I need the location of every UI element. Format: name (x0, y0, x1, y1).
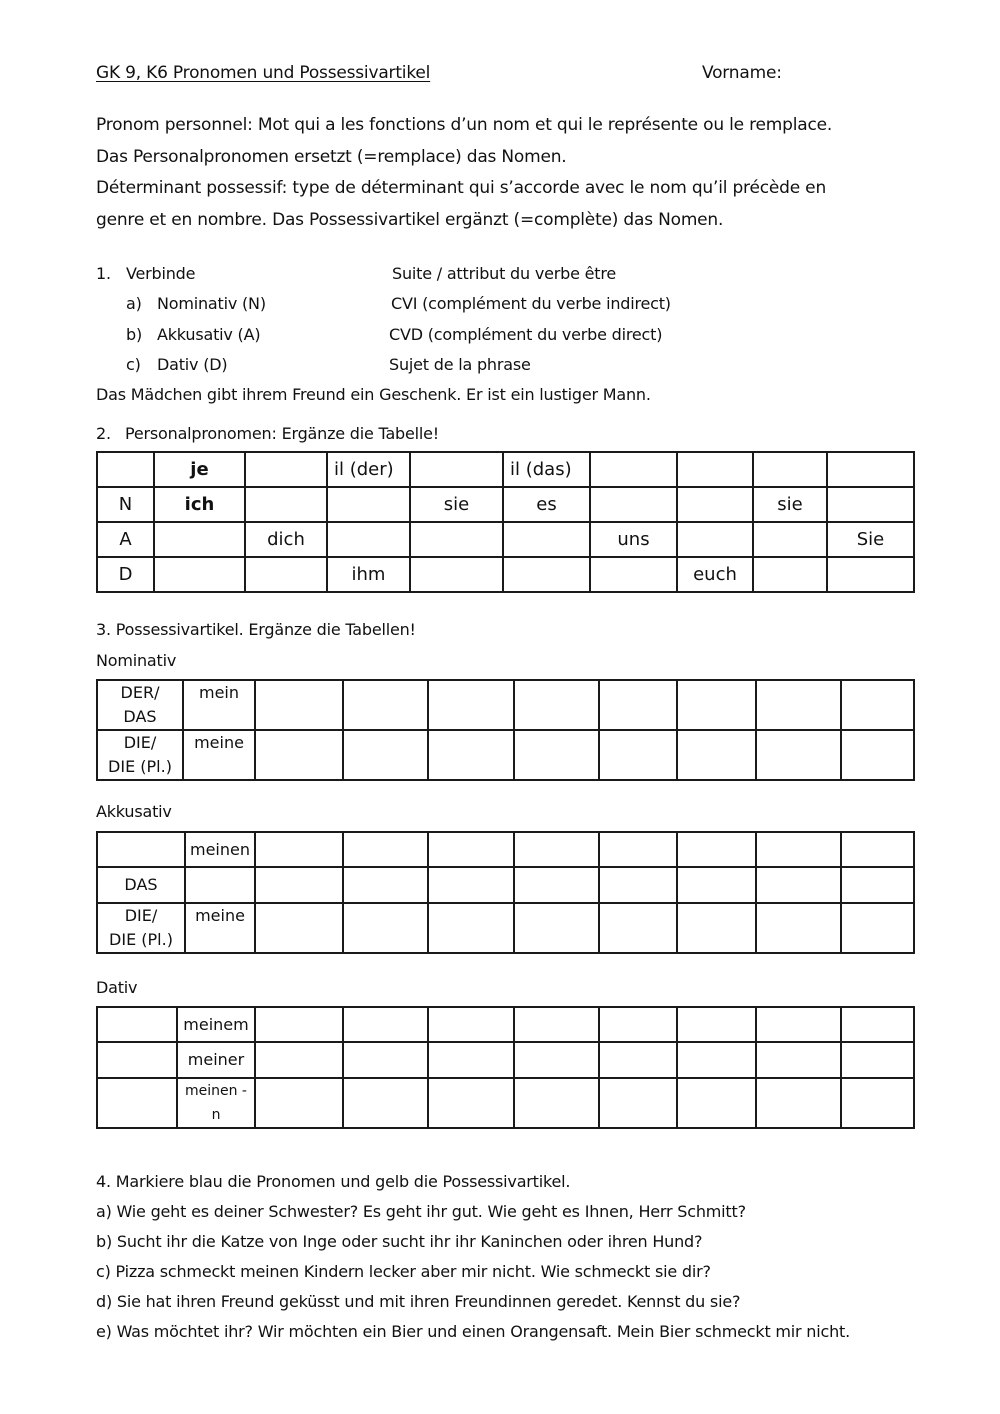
blank-answer-cell[interactable] (343, 730, 428, 780)
case-letter: a) (126, 294, 142, 313)
table-row (97, 487, 914, 522)
pronoun-cell: il (das) (503, 452, 590, 487)
exercise-number: 1. (96, 264, 111, 283)
blank-answer-cell[interactable] (428, 680, 514, 730)
blank-answer-cell[interactable] (677, 522, 753, 557)
blank-answer-cell[interactable] (841, 1042, 914, 1078)
blank-answer-cell[interactable] (677, 867, 756, 903)
blank-answer-cell[interactable] (428, 867, 514, 903)
dativ-label: Dativ (96, 978, 138, 997)
blank-answer-cell[interactable] (599, 1007, 677, 1042)
definition-line: Pronom personnel: Mot qui a les fonctions d’un nom et qui le représente ou le remplace. (96, 115, 833, 135)
blank-answer-cell[interactable] (753, 557, 827, 592)
blank-answer-cell[interactable] (827, 487, 914, 522)
worksheet-title: GK 9, K6 Pronomen und Possessivartikel (96, 63, 431, 83)
possessive-form-cell (177, 1078, 255, 1128)
table-row (97, 1078, 914, 1128)
possessive-form: meine (195, 906, 245, 925)
blank-answer-cell[interactable] (827, 452, 914, 487)
function-option[interactable]: Suite / attribut du verbe être (392, 264, 617, 283)
blank-answer-cell[interactable] (343, 680, 428, 730)
table-row (97, 832, 914, 867)
sentence-d[interactable]: d) Sie hat ihren Freund geküsst und mit ihren Freundinnen geredet. Kennst du sie? (96, 1292, 741, 1311)
blank-answer-cell[interactable] (428, 1078, 514, 1128)
exercise-number: 2. (96, 424, 111, 443)
definition-line: Das Personalpronomen ersetzt (=remplace) das Nomen. (96, 147, 567, 167)
case-akkusativ[interactable]: Akkusativ (A) (157, 325, 261, 344)
blank-answer-cell[interactable] (756, 1042, 841, 1078)
example-sentence: Das Mädchen gibt ihrem Freund ein Geschenk. Er ist ein lustiger Mann. (96, 385, 651, 404)
blank-answer-cell[interactable] (599, 832, 677, 867)
possessive-form: meinen (190, 839, 250, 859)
blank-answer-cell[interactable] (255, 730, 343, 780)
blank-answer-cell[interactable] (410, 557, 503, 592)
pronoun-cell: es (503, 487, 590, 522)
blank-answer-cell[interactable] (428, 1042, 514, 1078)
exercise-title: 4. Markiere blau die Pronomen und gelb die Possessivartikel. (96, 1172, 571, 1191)
function-option[interactable]: Sujet de la phrase (389, 355, 531, 374)
blank-answer-cell[interactable] (514, 1007, 599, 1042)
gender-cell (97, 903, 185, 953)
blank-answer-cell[interactable] (255, 1078, 343, 1128)
blank-answer-cell[interactable] (599, 903, 677, 953)
pronoun-cell: dich (245, 522, 327, 557)
blank-answer-cell[interactable] (245, 557, 327, 592)
blank-answer-cell[interactable] (255, 903, 343, 953)
blank-answer-cell[interactable] (343, 1042, 428, 1078)
blank-answer-cell[interactable] (514, 680, 599, 730)
vorname-label: Vorname: (702, 63, 782, 83)
blank-answer-cell[interactable] (841, 730, 914, 780)
pronoun-cell: euch (677, 557, 753, 592)
blank-answer-cell[interactable] (677, 452, 753, 487)
definition-line: Déterminant possessif: type de déterminant qui s’accorde avec le nom qu’il précède en (96, 178, 827, 198)
possessive-form-cell (185, 903, 255, 953)
blank-answer-cell[interactable] (841, 903, 914, 953)
case-dativ[interactable]: Dativ (D) (157, 355, 228, 374)
possessive-form: meinen - (184, 1083, 247, 1099)
gender-label: DIE (Pl.) (109, 930, 173, 949)
blank-answer-cell[interactable] (756, 832, 841, 867)
pronoun-cell: sie (753, 487, 827, 522)
nominativ-label: Nominativ (96, 651, 177, 670)
blank-answer-cell[interactable] (514, 1042, 599, 1078)
sentence-e[interactable]: e) Was möchtet ihr? Wir möchten ein Bier und einen Orangensaft. Mein Bier schmeckt mir nicht. (96, 1322, 850, 1341)
blank-answer-cell[interactable] (841, 832, 914, 867)
gender-cell (97, 680, 183, 730)
blank-answer-cell[interactable] (514, 832, 599, 867)
blank-answer-cell[interactable] (327, 522, 410, 557)
table-row (97, 522, 914, 557)
table-row (97, 903, 914, 953)
pronoun-cell: ich (154, 487, 245, 522)
blank-answer-cell[interactable] (343, 832, 428, 867)
function-option[interactable]: CVI (complément du verbe indirect) (391, 294, 671, 313)
possessive-nominativ-table (96, 679, 915, 781)
gender-label: DIE (Pl.) (108, 757, 172, 776)
blank-answer-cell[interactable] (756, 867, 841, 903)
blank-answer-cell[interactable] (245, 452, 327, 487)
possessive-form-cell (185, 832, 255, 867)
case-nominativ[interactable]: Nominativ (N) (157, 294, 266, 313)
blank-answer-cell[interactable] (410, 522, 503, 557)
blank-answer-cell[interactable] (677, 730, 756, 780)
blank-answer-cell[interactable] (677, 1007, 756, 1042)
blank-answer-cell[interactable] (590, 452, 677, 487)
gender-cell (97, 1078, 177, 1128)
blank-answer-cell[interactable] (756, 730, 841, 780)
blank-answer-cell[interactable] (599, 680, 677, 730)
pronoun-cell: sie (410, 487, 503, 522)
gender-cell (97, 1007, 177, 1042)
case-label-cell (97, 452, 154, 487)
sentence-a[interactable]: a) Wie geht es deiner Schwester? Es geht ihr gut. Wie geht es Ihnen, Herr Schmitt? (96, 1202, 746, 1221)
blank-answer-cell[interactable] (827, 557, 914, 592)
blank-answer-cell[interactable] (590, 557, 677, 592)
exercise-title: Verbinde (126, 264, 196, 283)
table-row (97, 680, 914, 730)
blank-answer-cell[interactable] (677, 487, 753, 522)
blank-answer-cell[interactable] (428, 730, 514, 780)
possessive-dativ-table (96, 1006, 915, 1129)
gender-label: DAS (123, 707, 157, 726)
pronoun-cell: il (der) (327, 452, 410, 487)
possessive-form: meiner (187, 1050, 245, 1069)
function-option[interactable]: CVD (complément du verbe direct) (389, 325, 663, 344)
case-letter: c) (126, 355, 141, 374)
blank-answer-cell[interactable] (599, 1078, 677, 1128)
blank-answer-cell[interactable] (255, 1042, 343, 1078)
blank-answer-cell[interactable] (327, 487, 410, 522)
blank-answer-cell[interactable] (410, 452, 503, 487)
sentence-b[interactable]: b) Sucht ihr die Katze von Inge oder sucht ihr ihr Kaninchen oder ihren Hund? (96, 1232, 703, 1251)
possessive-form: meinem (183, 1014, 249, 1034)
blank-answer-cell[interactable] (428, 903, 514, 953)
possessive-form: n (211, 1107, 221, 1123)
gender-cell (97, 867, 185, 903)
table-row (97, 452, 914, 487)
blank-answer-cell[interactable] (255, 680, 343, 730)
blank-answer-cell[interactable] (428, 1007, 514, 1042)
possessive-form: meine (194, 733, 244, 752)
blank-answer-cell[interactable] (514, 730, 599, 780)
blank-answer-cell[interactable] (753, 522, 827, 557)
table-row (97, 867, 914, 903)
blank-answer-cell[interactable] (756, 680, 841, 730)
blank-answer-cell[interactable] (841, 680, 914, 730)
blank-answer-cell[interactable] (343, 867, 428, 903)
table-row (97, 1007, 914, 1042)
blank-answer-cell[interactable] (590, 487, 677, 522)
case-letter: b) (126, 325, 142, 344)
gender-cell (97, 1042, 177, 1078)
blank-answer-cell[interactable] (514, 1078, 599, 1128)
blank-answer-cell[interactable] (343, 1078, 428, 1128)
case-label-cell: N (97, 487, 154, 522)
case-label-cell: A (97, 522, 154, 557)
blank-answer-cell[interactable] (841, 1078, 914, 1128)
blank-answer-cell[interactable] (756, 1078, 841, 1128)
pronoun-cell: Sie (827, 522, 914, 557)
blank-answer-cell[interactable] (841, 867, 914, 903)
pronoun-cell: uns (590, 522, 677, 557)
blank-answer-cell[interactable] (599, 1042, 677, 1078)
possessive-form-cell (183, 680, 255, 730)
blank-answer-cell[interactable] (677, 680, 756, 730)
possessive-form: mein (198, 683, 239, 702)
gender-label: DIE/ (124, 906, 158, 925)
gender-label: DER/ (120, 683, 160, 702)
gender-cell (97, 730, 183, 780)
blank-answer-cell[interactable] (677, 903, 756, 953)
sentence-c[interactable]: c) Pizza schmeckt meinen Kindern lecker aber mir nicht. Wie schmeckt sie dir? (96, 1262, 711, 1281)
pronoun-cell: je (154, 452, 245, 487)
blank-answer-cell[interactable] (255, 832, 343, 867)
blank-answer-cell[interactable] (599, 867, 677, 903)
blank-answer-cell[interactable] (343, 903, 428, 953)
blank-answer-cell[interactable] (514, 903, 599, 953)
blank-answer-cell[interactable] (503, 522, 590, 557)
blank-answer-cell[interactable] (255, 1007, 343, 1042)
table-row (97, 730, 914, 780)
gender-label: DAS (124, 875, 158, 894)
possessive-form-cell (183, 730, 255, 780)
blank-answer-cell[interactable] (756, 1007, 841, 1042)
blank-answer-cell[interactable] (514, 867, 599, 903)
gender-label: DIE/ (123, 733, 157, 752)
blank-answer-cell[interactable] (599, 730, 677, 780)
gender-cell (97, 832, 185, 867)
blank-answer-cell[interactable] (154, 557, 245, 592)
blank-answer-cell[interactable] (343, 1007, 428, 1042)
blank-answer-cell[interactable] (428, 832, 514, 867)
table-row (97, 1042, 914, 1078)
blank-answer-cell[interactable] (245, 487, 327, 522)
possessive-form-cell (177, 1042, 255, 1078)
blank-answer-cell[interactable] (756, 903, 841, 953)
personal-pronoun-table (96, 451, 915, 593)
case-label-cell: D (97, 557, 154, 592)
blank-answer-cell[interactable] (255, 867, 343, 903)
pronoun-cell: ihm (327, 557, 410, 592)
blank-answer-cell[interactable] (503, 557, 590, 592)
blank-answer-cell[interactable] (677, 1078, 756, 1128)
blank-answer-cell[interactable] (677, 1042, 756, 1078)
blank-answer-cell[interactable] (753, 452, 827, 487)
exercise-title: 3. Possessivartikel. Ergänze die Tabellen! (96, 620, 416, 639)
blank-answer-cell[interactable] (154, 522, 245, 557)
possessive-form-cell (177, 1007, 255, 1042)
blank-answer-cell[interactable] (677, 832, 756, 867)
possessive-akkusativ-table (96, 831, 915, 954)
definition-line: genre et en nombre. Das Possessivartikel ergänzt (=complète) das Nomen. (96, 210, 724, 230)
table-row (97, 557, 914, 592)
blank-answer-cell[interactable] (841, 1007, 914, 1042)
akkusativ-label: Akkusativ (96, 802, 172, 821)
possessive-form-cell[interactable] (185, 867, 255, 903)
exercise-title: Personalpronomen: Ergänze die Tabelle! (125, 424, 440, 443)
